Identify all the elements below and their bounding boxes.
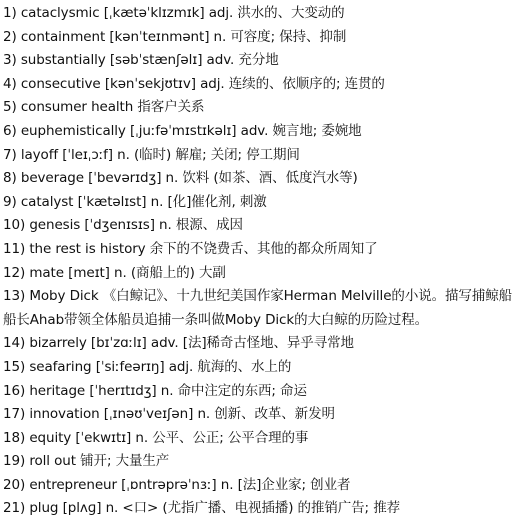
vocab-entry-21: 21) plug [plʌɡ] n. <口> (尤指广播、电视插播) 的推销广告; 推荐 xyxy=(3,500,400,517)
vocab-entry-11: 11) the rest is history 余下的不饶费舌、其他的都众所周知了 xyxy=(3,240,378,257)
vocab-entry-2: 2) containment [kənˈteɪnmənt] n. 可容度; 保持、抑制 xyxy=(3,28,347,45)
vocab-entry-8: 8) beverage [ˈbevərɪdʒ] n. 饮料 (如茶、酒、低度汽水等) xyxy=(3,170,358,187)
vocab-entry-6: 6) euphemistically [ˌjuːfəˈmɪstɪkəlɪ] adv. 婉言地; 委婉地 xyxy=(3,122,362,139)
vocab-entry-18: 18) equity [ˈekwɪtɪ] n. 公平、公正; 公平合理的事 xyxy=(3,429,309,446)
vocabulary-list xyxy=(3,2,517,521)
vocab-entry-12: 12) mate [meɪt] n. (商船上的) 大副 xyxy=(3,264,226,281)
vocab-entry-19: 19) roll out 铺开; 大量生产 xyxy=(3,453,170,470)
vocab-entry-15: 15) seafaring [ˈsiːfeərɪŋ] adj. 航海的、水上的 xyxy=(3,358,292,375)
vocab-entry-7: 7) layoff [ˈleɪˌɔːf] n. (临时) 解雇; 关闭; 停工期间 xyxy=(3,146,300,163)
vocab-entry-5: 5) consumer health 指客户关系 xyxy=(3,99,205,116)
vocab-entry-4: 4) consecutive [kənˈsekjʊtɪv] adj. 连续的、依顺序的; 连贯的 xyxy=(3,75,385,92)
vocab-entry-3: 3) substantially [səbˈstænʃəlɪ] adv. 充分地 xyxy=(3,52,279,69)
vocab-entry-14: 14) bizarrely [bɪˈzɑːlɪ] adv. [法]稀奇古怪地、异乎寻常地 xyxy=(3,335,354,352)
vocab-entry-1: 1) cataclysmic [ˌkætəˈklɪzmɪk] adj. 洪水的、大变动的 xyxy=(3,5,345,21)
vocab-entry-17: 17) innovation [ˌɪnəʊˈveɪʃən] n. 创新、改革、新发明 xyxy=(3,406,335,423)
vocab-entry-9: 9) catalyst [ˈkætəlɪst] n. [化]催化剂, 刺激 xyxy=(3,193,267,210)
vocab-entry-10: 10) genesis [ˈdʒenɪsɪs] n. 根源、成因 xyxy=(3,217,243,234)
vocab-entry-20: 20) entrepreneur [ˌɒntrəprəˈnɜː] n. [法]企业家; 创业者 xyxy=(3,476,351,493)
vocab-entry-13: 13) Moby Dick 《白鲸记》、十九世纪美国作家Herman Melville的小说。描写捕鲸船船长Ahab带领全体船员追捕一条叫做Moby Dick的大白鲸的历险过程。 xyxy=(3,288,513,328)
vocab-entry-16: 16) heritage [ˈherɪtɪdʒ] n. 命中注定的东西; 命运 xyxy=(3,382,307,399)
